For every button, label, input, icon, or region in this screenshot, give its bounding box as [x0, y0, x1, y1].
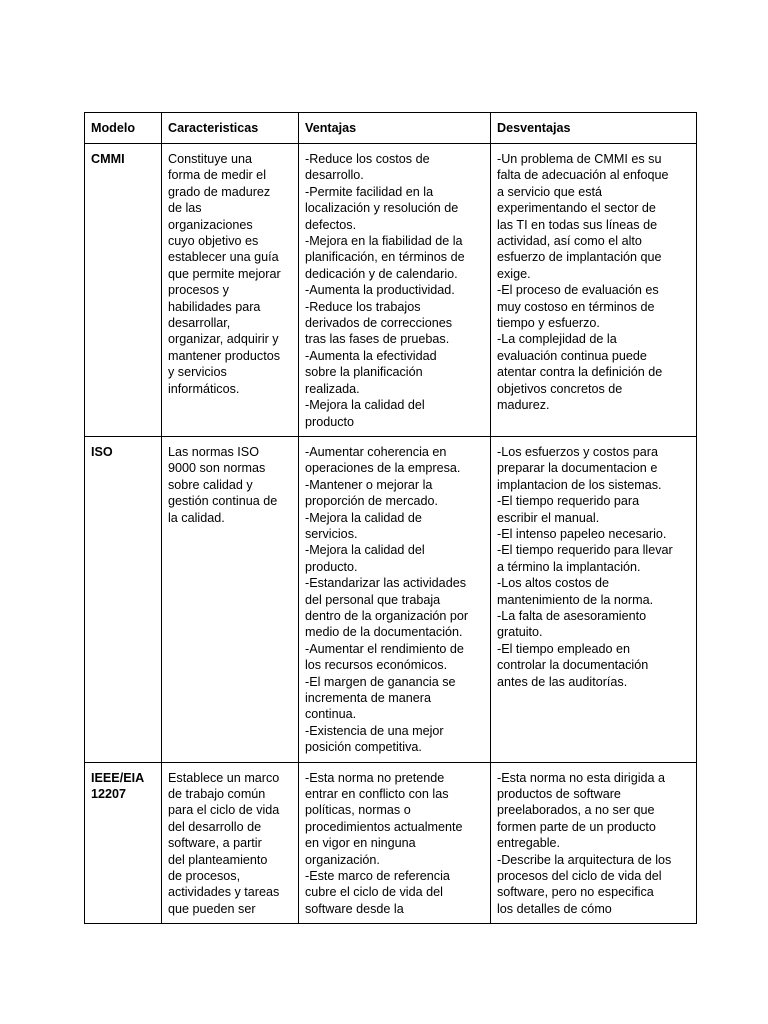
- cell-text-line: ISO: [91, 444, 113, 459]
- cell-text-line: informáticos.: [168, 381, 240, 396]
- cell-desventajas: [491, 762, 697, 924]
- cell-text-line: objetivos concretos de: [497, 381, 623, 396]
- cell-text-line: localización y resolución de: [305, 201, 459, 216]
- cell-text-line: habilidades para: [168, 299, 261, 314]
- cell-text-line: -Describe la arquitectura de los: [497, 852, 672, 867]
- cell-text-line: escribir el manual.: [497, 510, 600, 525]
- cell-text-line: experimentando el sector de: [497, 201, 656, 216]
- cell-text-line: las TI en todas sus líneas de: [497, 217, 658, 232]
- cell-text-line: -Mejora la calidad del: [305, 398, 425, 413]
- cell-text-line: esfuerzo de implantación que: [497, 250, 662, 265]
- cell-text-line: entrar en conflicto con las: [305, 787, 449, 802]
- cell-text-line: CMMI: [91, 152, 125, 166]
- cell-text-line: a servicio que está: [497, 184, 603, 199]
- cell-modelo: [85, 436, 162, 762]
- cell-text-line: preelaborados, a no ser que: [497, 803, 655, 818]
- cell-text-line: de las: [168, 201, 202, 216]
- cell-text-line: para el ciclo de vida: [168, 803, 280, 818]
- cell-text-line: los detalles de cómo: [497, 901, 612, 916]
- cell-text-line: que permite mejorar: [168, 266, 281, 281]
- models-comparison-table: [84, 112, 697, 924]
- cell-modelo: [85, 762, 162, 924]
- cell-text-line: planificación, en términos de: [305, 250, 465, 265]
- cell-text-line: antes de las auditorías.: [497, 674, 628, 689]
- cell-text-line: gestión continua de: [168, 494, 278, 509]
- cell-text-line: actividad, así como el alto: [497, 234, 642, 249]
- table-row: [85, 436, 697, 762]
- cell-text-line: evaluación continua puede: [497, 348, 647, 363]
- cell-text-line: -Los altos costos de: [497, 576, 610, 591]
- cell-desventajas: [491, 436, 697, 762]
- cell-text-line: madurez.: [497, 398, 550, 413]
- cell-text-line: -Existencia de una mejor: [305, 723, 444, 738]
- cell-text-line: gratuito.: [497, 625, 543, 640]
- cell-text-line: -La complejidad de la: [497, 332, 617, 347]
- cell-text-line: sobre la planificación: [305, 365, 423, 380]
- cell-text-line: -Aumentar coherencia en: [305, 444, 447, 459]
- cell-caracteristicas: [162, 144, 299, 437]
- cell-text-line: -Esta norma no esta dirigida a: [497, 770, 666, 785]
- cell-text-line: preparar la documentacion e: [497, 461, 658, 476]
- cell-text-line: procedimientos actualmente: [305, 819, 463, 834]
- cell-text-line: y servicios: [168, 365, 227, 380]
- cell-text-line: establecer una guía: [168, 250, 279, 265]
- cell-text-line: posición competitiva.: [305, 740, 422, 755]
- cell-text-line: -Un problema de CMMI es su: [497, 152, 662, 166]
- table-header-row: [85, 113, 697, 144]
- cell-text-line: -Estandarizar las actividades: [305, 576, 466, 591]
- cell-text-line: derivados de correcciones: [305, 316, 453, 331]
- cell-text-line: 9000 son normas: [168, 461, 266, 476]
- cell-text-line: cuyo objetivo es: [168, 234, 259, 249]
- cell-text-line: -Reduce los trabajos: [305, 299, 421, 314]
- cell-text-line: -Mejora en la fiabilidad de la: [305, 234, 463, 249]
- table-row: [85, 144, 697, 437]
- cell-text-line: Establece un marco: [168, 770, 280, 785]
- cell-text-line: tras las fases de pruebas.: [305, 332, 450, 347]
- cell-text-line: formen parte de un producto: [497, 819, 656, 834]
- cell-text-line: -El intenso papeleo necesario.: [497, 526, 667, 541]
- cell-text-line: -El tiempo requerido para llevar: [497, 543, 673, 558]
- cell-text-line: -El margen de ganancia se: [305, 674, 456, 689]
- cell-text-line: producto: [305, 414, 355, 429]
- cell-text-line: 12207: [91, 787, 127, 802]
- cell-desventajas: [491, 144, 697, 437]
- cell-text-line: desarrollo.: [305, 168, 364, 183]
- cell-text-line: que pueden ser: [168, 901, 256, 916]
- cell-text-line: procesos del ciclo de vida del: [497, 869, 662, 884]
- cell-caracteristicas: [162, 436, 299, 762]
- cell-text-line: controlar la documentación: [497, 658, 649, 673]
- cell-text-line: en vigor en ninguna: [305, 836, 416, 851]
- cell-text-line: organización.: [305, 852, 380, 867]
- cell-text-line: -Mejora la calidad del: [305, 543, 425, 558]
- cell-text-line: grado de madurez: [168, 184, 271, 199]
- cell-text-line: productos de software: [497, 787, 621, 802]
- cell-ventajas: [299, 436, 491, 762]
- cell-text-line: sobre calidad y: [168, 477, 253, 492]
- cell-text-line: -Aumentar el rendimiento de: [305, 641, 464, 656]
- cell-text-line: falta de adecuación al enfoque: [497, 168, 669, 183]
- cell-text-line: atentar contra la definición de: [497, 365, 663, 380]
- cell-text-line: IEEE/EIA: [91, 770, 145, 785]
- cell-text-line: software desde la: [305, 901, 404, 916]
- cell-text-line: muy costoso en términos de: [497, 299, 655, 314]
- table-row: [85, 762, 697, 924]
- cell-text-line: -El tiempo requerido para: [497, 494, 640, 509]
- cell-text-line: defectos.: [305, 217, 357, 232]
- cell-text-line: operaciones de la empresa.: [305, 461, 461, 476]
- cell-text-line: mantener productos: [168, 348, 281, 363]
- cell-text-line: proporción de mercado.: [305, 494, 439, 509]
- cell-text-line: dentro de la organización por: [305, 608, 469, 623]
- cell-text-line: actividades y tareas: [168, 885, 280, 900]
- cell-text-line: del personal que trabaja: [305, 592, 441, 607]
- cell-text-line: software, pero no especifica: [497, 885, 654, 900]
- cell-text-line: los recursos económicos.: [305, 658, 448, 673]
- cell-text-line: a término la implantación.: [497, 559, 641, 574]
- cell-modelo: [85, 144, 162, 437]
- cell-text-line: políticas, normas o: [305, 803, 411, 818]
- cell-text-line: cubre el ciclo de vida del: [305, 885, 443, 900]
- cell-text-line: del planteamiento: [168, 852, 268, 867]
- cell-ventajas: [299, 762, 491, 924]
- cell-text-line: software, a partir: [168, 836, 262, 851]
- cell-caracteristicas: [162, 762, 299, 924]
- cell-text-line: implantacion de los sistemas.: [497, 477, 662, 492]
- cell-text-line: de procesos,: [168, 869, 241, 884]
- cell-text-line: mantenimiento de la norma.: [497, 592, 654, 607]
- cell-text-line: -Mejora la calidad de: [305, 510, 422, 525]
- cell-text-line: -Esta norma no pretende: [305, 770, 445, 785]
- header-caracteristicas: Caracteristicas: [162, 113, 299, 144]
- cell-text-line: desarrollar,: [168, 316, 231, 331]
- cell-text-line: de trabajo común: [168, 787, 266, 802]
- header-modelo: Modelo: [85, 113, 162, 144]
- cell-text-line: -Reduce los costos de: [305, 152, 430, 166]
- cell-ventajas: [299, 144, 491, 437]
- cell-text-line: entregable.: [497, 836, 561, 851]
- cell-text-line: -El proceso de evaluación es: [497, 283, 659, 298]
- cell-text-line: -Los esfuerzos y costos para: [497, 444, 658, 459]
- cell-text-line: tiempo y esfuerzo.: [497, 316, 600, 331]
- cell-text-line: medio de la documentación.: [305, 625, 463, 640]
- cell-text-line: -Aumenta la efectividad: [305, 348, 437, 363]
- cell-text-line: -Permite facilidad en la: [305, 184, 434, 199]
- cell-text-line: dedicación y de calendario.: [305, 266, 458, 281]
- cell-text-line: -La falta de asesoramiento: [497, 608, 647, 623]
- cell-text-line: Constituye una: [168, 152, 253, 166]
- header-desventajas: Desventajas: [491, 113, 697, 144]
- cell-text-line: continua.: [305, 707, 357, 722]
- cell-text-line: -Mantener o mejorar la: [305, 477, 433, 492]
- header-ventajas: Ventajas: [299, 113, 491, 144]
- cell-text-line: organizar, adquirir y: [168, 332, 279, 347]
- cell-text-line: Las normas ISO: [168, 444, 259, 459]
- cell-text-line: la calidad.: [168, 510, 225, 525]
- cell-text-line: -Este marco de referencia: [305, 869, 450, 884]
- cell-text-line: incrementa de manera: [305, 691, 432, 705]
- cell-text-line: del desarrollo de: [168, 819, 262, 834]
- cell-text-line: realizada.: [305, 381, 360, 396]
- cell-text-line: servicios.: [305, 526, 358, 541]
- cell-text-line: exige.: [497, 266, 531, 281]
- cell-text-line: procesos y: [168, 283, 229, 298]
- cell-text-line: producto.: [305, 559, 358, 574]
- cell-text-line: organizaciones: [168, 217, 253, 232]
- cell-text-line: -Aumenta la productividad.: [305, 283, 455, 298]
- cell-text-line: -El tiempo empleado en: [497, 641, 631, 656]
- cell-text-line: forma de medir el: [168, 168, 266, 183]
